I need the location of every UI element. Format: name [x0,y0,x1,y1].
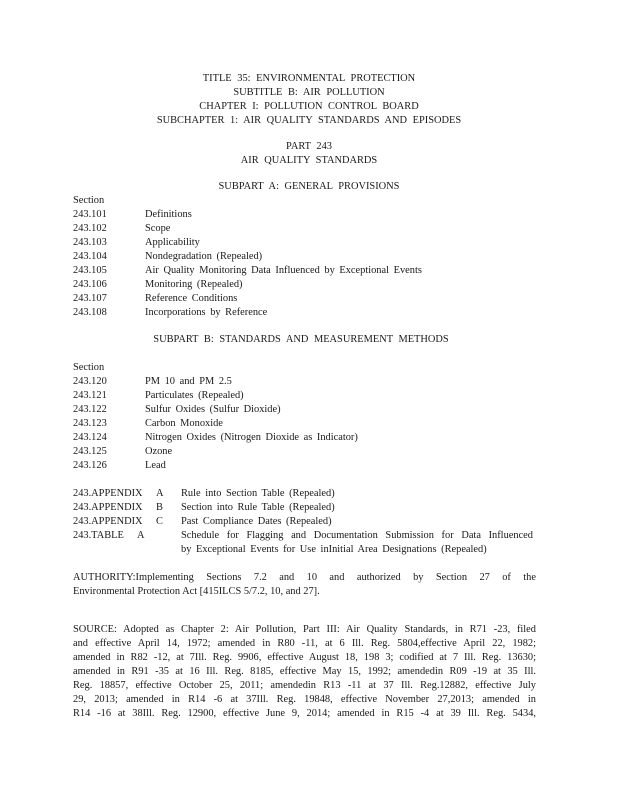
section-number: 243.102 [73,223,107,234]
table-title-continued: by Exceptional Events for Use inInitial Area Designations (Repealed) [181,544,487,555]
section-title: Definitions [145,209,192,220]
appendix-title: Section into Rule Table (Repealed) [181,502,335,513]
subpart-b-heading: SUBPART B: STANDARDS AND MEASUREMENT METHODS [153,334,449,345]
appendix-title: Past Compliance Dates (Repealed) [181,516,332,527]
appendix-title: Rule into Section Table (Repealed) [181,488,335,499]
section-number: 243.106 [73,279,107,290]
section-title: Nitrogen Oxides (Nitrogen Dioxide as Indicator) [145,432,358,443]
section-number: 243.124 [73,432,107,443]
section-number: 243.101 [73,209,107,220]
section-title: Air Quality Monitoring Data Influenced by Exceptional Events [145,265,422,276]
section-number: 243.122 [73,404,107,415]
source-line: and effective April 14, 1972; amended in R80 -11, at 6 Ill. Reg. 5804,effective April 22, 1982; [73,638,536,649]
appendix-number: 243.APPENDIX [73,488,143,499]
section-number: 243.108 [73,307,107,318]
section-number: 243.120 [73,376,107,387]
section-number: 243.125 [73,446,107,457]
section-title: Nondegradation (Repealed) [145,251,263,262]
source-line: Reg. 18857, effective October 25, 2011; amendedin R13 -11 at 37 Ill. Reg.12882, effective July [73,680,536,691]
subchapter-line: SUBCHAPTER 1: AIR QUALITY STANDARDS AND EPISODES [156,115,462,126]
part-number: PART 243 [286,141,332,152]
section-label: Section [73,362,105,373]
section-title: Particulates (Repealed) [145,390,244,401]
section-title: Sulfur Oxides (Sulfur Dioxide) [145,404,281,415]
section-number: 243.107 [73,293,107,304]
subpart-a-heading: SUBPART A: GENERAL PROVISIONS [218,181,400,192]
part-title: AIR QUALITY STANDARDS [240,155,378,166]
table-title: Schedule for Flagging and Documentation Submission for Data Influenced [181,530,533,541]
section-title: Applicability [145,237,200,248]
section-number: 243.121 [73,390,107,401]
source-line: amended in R82 -12, at 7Ill. Reg. 9906, effective August 18, 198 3; codified at 7 Ill. Reg. 13630; [73,652,536,663]
section-title: Ozone [145,446,173,457]
section-label: Section [73,195,105,206]
section-number: 243.103 [73,237,107,248]
source-paragraph [73,623,536,721]
appendix-letter: C [156,516,163,527]
appendix-number: 243.APPENDIX [73,502,143,513]
source-line: amended in R91 -35 at 16 Ill. Reg. 8185, effective May 15, 1992; amendedin R09 -19 at 35 Ill. [73,666,536,677]
authority-paragraph [73,571,536,599]
appendix-letter: B [156,502,163,513]
source-line: SOURCE: Adopted as Chapter 2: Air Pollution, Part III: Air Quality Standards, in R71 -23, filed [73,624,536,635]
table-number: 243.TABLE [73,530,124,541]
authority-line: AUTHORITY:Implementing Sections 7.2 and 10 and authorized by Section 27 of the [73,572,536,583]
section-number: 243.126 [73,460,107,471]
section-number: 243.123 [73,418,107,429]
appendix-number: 243.APPENDIX [73,516,143,527]
source-line: 29, 2013; amended in R14 -6 at 37Ill. Reg. 19848, effective November 27,2013; amended in [73,694,536,705]
section-number: 243.105 [73,265,107,276]
table-letter: A [137,530,145,541]
subtitle-line: SUBTITLE B: AIR POLLUTION [233,87,385,98]
section-title: Monitoring (Repealed) [145,279,243,290]
section-title: Scope [145,223,171,234]
section-title: Lead [145,460,166,471]
section-number: 243.104 [73,251,107,262]
source-line: R14 -16 at 38Ill. Reg. 12900, effective June 9, 2014; amended in R15 -4 at 39 Ill. Reg. 5434, [73,708,536,719]
section-title: Reference Conditions [145,293,238,304]
authority-line: Environmental Protection Act [415ILCS 5/7.2, 10, and 27]. [73,586,320,597]
chapter-line: CHAPTER I: POLLUTION CONTROL BOARD [199,101,419,112]
section-title: Incorporations by Reference [145,307,268,318]
appendix-letter: A [156,488,164,499]
section-title: Carbon Monoxide [145,418,223,429]
title-line: TITLE 35: ENVIRONMENTAL PROTECTION [202,73,416,84]
section-title: PM 10 and PM 2.5 [145,376,232,387]
